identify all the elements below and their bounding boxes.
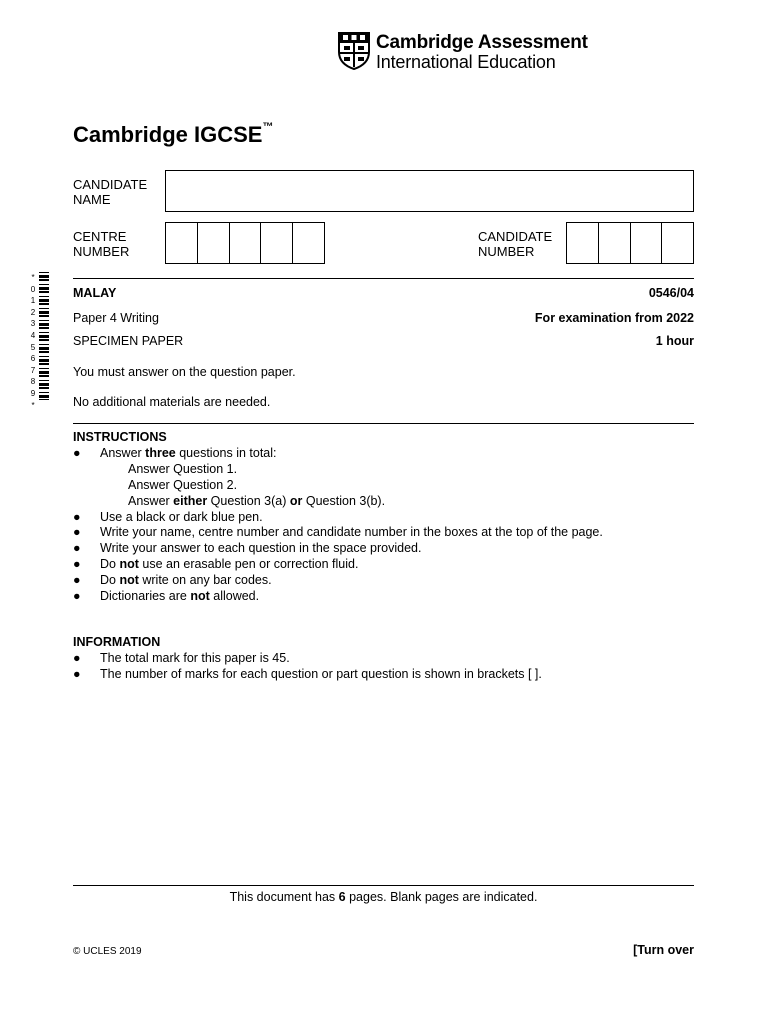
barcode-digit: * — [31, 400, 35, 410]
candidate-number-boxes[interactable] — [566, 222, 694, 264]
barcode-digits — [29, 272, 37, 411]
instructions-section — [73, 430, 603, 605]
candidate-digit-box[interactable] — [567, 223, 599, 263]
barcode-bar — [39, 395, 49, 398]
barcode-bar — [39, 347, 49, 350]
barcode-bar — [39, 308, 49, 309]
barcode-bar — [39, 311, 49, 314]
barcode-bar — [39, 284, 49, 285]
answer-note: You must answer on the question paper. — [73, 365, 296, 379]
candidate-name-label: CANDIDATE NAME — [73, 177, 148, 207]
barcode-bar — [39, 275, 49, 278]
bullet-icon: ● — [73, 541, 81, 556]
barcode-bar — [39, 339, 49, 341]
list-item: ● Do not use an erasable pen or correction fluid. — [73, 557, 359, 572]
barcode-bars — [39, 272, 49, 400]
qualification-title — [73, 122, 273, 148]
cambridge-shield-icon — [338, 32, 370, 70]
page-count-note: This document has 6 pages. Blank pages are indicated. — [229, 890, 538, 904]
barcode-bar — [39, 291, 49, 293]
sub-item: Answer Question 2. — [128, 477, 238, 492]
candidate-digit-box[interactable] — [662, 223, 693, 263]
syllabus-code: 0546/04 — [648, 286, 694, 300]
subject-name: MALAY — [73, 286, 117, 300]
bullet-icon: ● — [73, 525, 81, 540]
trademark-mark: ™ — [262, 120, 274, 133]
barcode-bar — [39, 392, 49, 393]
candidate-digit-box[interactable] — [631, 223, 663, 263]
divider-top — [73, 278, 694, 279]
logo-line-1: Cambridge Assessment — [376, 32, 588, 53]
copyright: © UCLES 2019 — [73, 946, 142, 957]
list-item: ● Dictionaries are not allowed. — [73, 589, 260, 604]
centre-digit-box[interactable] — [230, 223, 262, 263]
barcode-bar — [39, 359, 49, 362]
barcode-bar — [39, 320, 49, 321]
barcode-digit: * — [31, 273, 35, 282]
bullet-icon: ● — [73, 666, 81, 681]
centre-digit-box[interactable] — [293, 223, 324, 263]
barcode-bar — [39, 272, 49, 273]
duration: 1 hour — [655, 334, 694, 348]
barcode-digit: 4 — [30, 330, 36, 340]
barcode-digit: 6 — [30, 354, 36, 364]
barcode-bar — [39, 287, 49, 290]
barcode-digit: 3 — [30, 319, 36, 329]
barcode-digit: 5 — [30, 342, 36, 352]
list-item: ● Use a black or dark blue pen. — [73, 509, 263, 524]
instructions-heading: INSTRUCTIONS — [73, 430, 167, 444]
barcode-digit: 0 — [30, 284, 36, 294]
barcode-bar — [39, 399, 49, 400]
list-item: ● The total mark for this paper is 45. — [73, 650, 290, 665]
barcode-digit: 1 — [30, 296, 36, 306]
barcode-bar — [39, 380, 49, 381]
sub-item: Answer either Question 3(a) or Question 3(b). — [128, 493, 386, 508]
materials-note: No additional materials are needed. — [73, 395, 271, 409]
barcode-bar — [39, 303, 49, 305]
centre-number-boxes[interactable] — [165, 222, 325, 264]
vertical-barcode — [29, 272, 49, 410]
list-item: ● The number of marks for each question or part question is shown in brackets [ ]. — [73, 666, 542, 681]
logo-line-2: International Education — [376, 52, 556, 72]
barcode-digit: 9 — [30, 388, 36, 398]
barcode-bar — [39, 299, 49, 302]
candidate-name-box[interactable] — [165, 170, 694, 212]
barcode-bar — [39, 387, 49, 389]
barcode-bar — [39, 332, 49, 333]
bullet-icon: ● — [73, 573, 81, 588]
cambridge-logo — [338, 32, 588, 72]
bullet-icon: ● — [73, 589, 81, 604]
centre-number-label: CENTRE NUMBER — [73, 229, 130, 259]
bullet-icon: ● — [73, 445, 81, 460]
barcode-digit: 7 — [30, 365, 36, 375]
list-item: ● Write your answer to each question in the space provided. — [73, 541, 422, 556]
exam-from: For examination from 2022 — [534, 311, 694, 325]
centre-digit-box[interactable] — [198, 223, 230, 263]
barcode-bar — [39, 315, 49, 317]
barcode-bar — [39, 375, 49, 377]
barcode-bar — [39, 383, 49, 386]
centre-digit-box[interactable] — [261, 223, 293, 263]
barcode-bar — [39, 371, 49, 374]
paper-type: SPECIMEN PAPER — [73, 334, 184, 348]
barcode-bar — [39, 363, 49, 365]
list-item: ● Write your name, centre number and candidate number in the boxes at the top of the page. — [73, 525, 603, 540]
information-section — [73, 635, 542, 683]
list-item: ● Do not write on any bar codes. — [73, 573, 272, 588]
bullet-icon: ● — [73, 557, 81, 572]
information-heading: INFORMATION — [73, 635, 161, 649]
barcode-bar — [39, 356, 49, 357]
bullet-icon: ● — [73, 650, 81, 665]
barcode-bar — [39, 296, 49, 297]
barcode-bar — [39, 323, 49, 326]
centre-digit-box[interactable] — [166, 223, 198, 263]
divider-middle — [73, 423, 694, 424]
bullet-icon: ● — [73, 509, 81, 524]
barcode-bar — [39, 351, 49, 353]
divider-footer — [73, 885, 694, 886]
paper-name: Paper 4 Writing — [73, 311, 159, 325]
barcode-bar — [39, 327, 49, 329]
list-item: ● Answer three questions in total: — [73, 445, 277, 460]
candidate-digit-box[interactable] — [599, 223, 631, 263]
sub-item: Answer Question 1. — [128, 461, 238, 476]
barcode-bar — [39, 344, 49, 345]
turn-over: [Turn over — [633, 943, 694, 957]
barcode-digit: 2 — [30, 307, 36, 317]
barcode-bar — [39, 335, 49, 338]
barcode-bar — [39, 279, 49, 281]
candidate-number-label: CANDIDATE NUMBER — [478, 229, 553, 259]
barcode-digit: 8 — [30, 377, 36, 387]
barcode-bar — [39, 368, 49, 369]
qualification-name: Cambridge IGCSE — [73, 122, 263, 147]
